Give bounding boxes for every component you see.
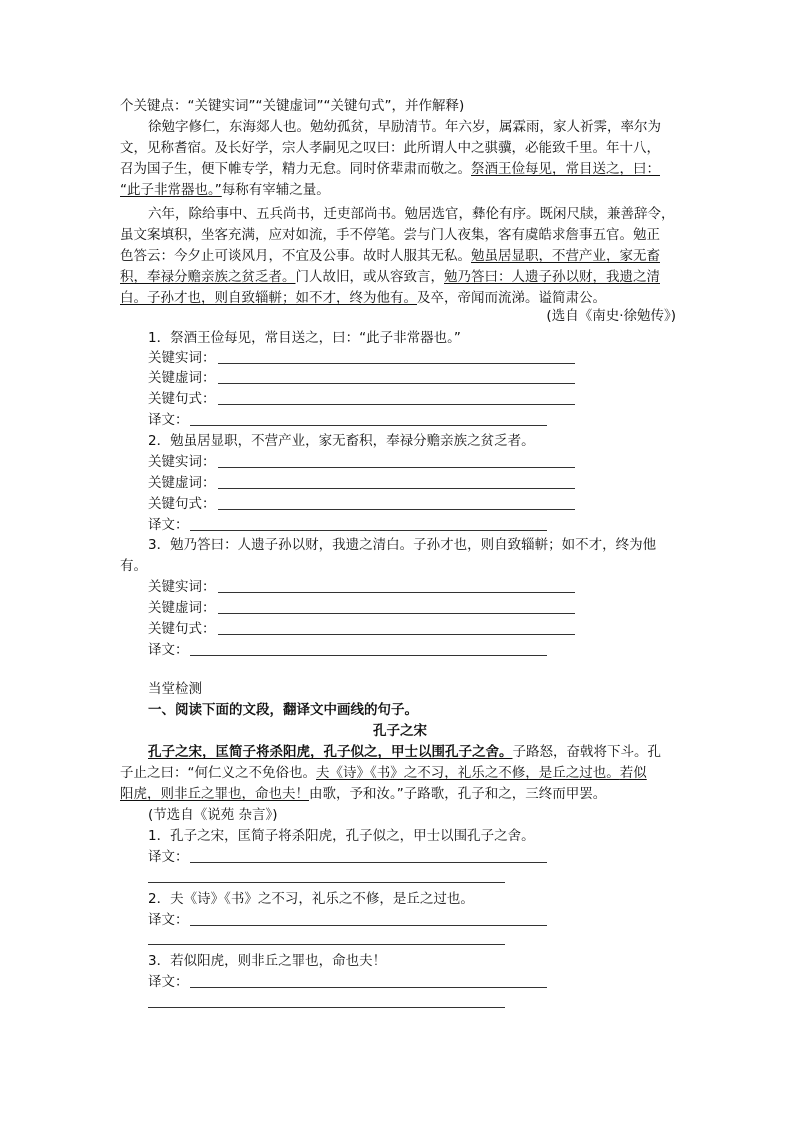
underlined-sentence: 孔子之宋，匡简子将杀阳虎，孔子似之，甲士以围孔子之舍。 — [148, 744, 513, 760]
source-note: (节选自《说苑 杂言》) — [148, 807, 278, 823]
field-label: 关键实词： — [148, 350, 216, 366]
answer-line — [190, 987, 547, 988]
question-1: 1．祭酒王俭每见，常目送之，曰：“此子非常器也。” — [148, 330, 461, 346]
field-label: 关键实词： — [148, 454, 216, 470]
passage-text: 每称有宰辅之量。 — [221, 182, 330, 198]
answer-line — [190, 925, 547, 926]
answer-line — [190, 425, 547, 426]
passage-line — [120, 784, 680, 805]
passage-line: 徐勉字修仁，东海郯人也。勉幼孤贫，早励清节。年六岁，属霖雨，家人祈霁，率尔为 — [148, 119, 661, 135]
underlined-sentence: “此子非常器也。” — [120, 182, 222, 198]
underlined-sentence: 阳虎，则非丘之罪也，命也夫！ — [120, 786, 309, 802]
passage-line — [120, 267, 680, 288]
underlined-sentence: 勉乃答曰：人遗子孙以财，我遗之清 — [444, 269, 660, 285]
question-3-cont: 有。 — [120, 558, 147, 574]
answer-line — [218, 592, 575, 593]
field-label: 关键句式： — [148, 496, 216, 512]
passage-line: 文，见称耆宿。及长好学，宗人孝嗣见之叹曰：此所谓人中之骐骥，必能致千里。年十八， — [120, 140, 660, 156]
field-label: 关键句式： — [148, 391, 216, 407]
field-label: 译文： — [148, 912, 189, 928]
underlined-sentence: 勉虽居显职，不营产业，家无畜 — [471, 248, 660, 264]
passage-text: 由歌，予和汝。”子路歌，孔子和之，三终而甲罢。 — [309, 786, 607, 802]
passage-line — [120, 763, 680, 784]
translate-question-2: 2．夫《诗》《书》之不习，礼乐之不修，是丘之过也。 — [148, 891, 474, 907]
answer-line — [218, 404, 575, 405]
field-label: 关键虚词： — [148, 370, 216, 386]
section-heading: 当堂检测 — [148, 681, 202, 697]
passage-line: 虽文案填积，坐客充满，应对如流，手不停笔。尝与门人夜集，客有虞皓求詹事五官。勉正 — [120, 227, 660, 243]
passage-text: 子止之曰：“何仁义之不免俗也。 — [120, 765, 316, 781]
underlined-sentence: 若似 — [619, 765, 647, 781]
passage-title: 孔子之宋 — [373, 723, 427, 739]
field-label: 译文： — [148, 642, 189, 658]
field-label: 译文： — [148, 517, 189, 533]
passage-line: 六年，除给事中、五兵尚书，迁吏部尚书。勉居选官，彝伦有序。既闲尺牍，兼善辞令， — [148, 206, 675, 222]
translate-question-3: 3．若似阳虎，则非丘之罪也，命也夫！ — [148, 953, 387, 969]
passage-line — [148, 742, 680, 763]
translate-question-1: 1．孔子之宋，匡简子将杀阳虎，孔子似之，甲士以围孔子之舍。 — [148, 828, 535, 844]
answer-line — [218, 613, 575, 614]
answer-line — [218, 383, 575, 384]
passage-line — [120, 246, 680, 267]
answer-line — [218, 488, 575, 489]
answer-line[interactable] — [148, 1007, 505, 1008]
field-label: 关键句式： — [148, 621, 216, 637]
passage-line — [120, 180, 680, 201]
answer-line — [190, 655, 547, 656]
question-2: 2．勉虽居显职，不营产业，家无畜积，奉禄分赡亲族之贫乏者。 — [148, 433, 535, 449]
passage-text: 色答云：今夕止可谈风月，不宜及公事。故时人服其无私。 — [120, 248, 471, 264]
field-label: 译文： — [148, 412, 189, 428]
answer-line — [218, 363, 575, 364]
answer-line — [218, 634, 575, 635]
passage-text: 召为国子生，便下帷专学，精力无怠。同时侪辈肃而敬之。 — [120, 161, 471, 177]
question-3: 3．勉乃答曰：人遗子孙以财，我遗之清白。子孙才也，则自致辎軿；如不才，终为他 — [148, 537, 657, 553]
passage-line — [120, 159, 680, 180]
answer-line — [218, 467, 575, 468]
underlined-sentence: 祭酒王俭每见，常目送之，曰： — [471, 161, 660, 177]
field-label: 译文： — [148, 849, 189, 865]
field-label: 关键实词： — [148, 579, 216, 595]
source-note: (选自《南史·徐勉传》) — [546, 308, 676, 324]
intro-line: 个关键点：“关键实词”“关键虚词”“关键句式”，并作解释) — [120, 98, 465, 114]
answer-line[interactable] — [148, 944, 505, 945]
answer-line — [190, 862, 547, 863]
field-label: 关键虚词： — [148, 475, 216, 491]
instruction: 一、阅读下面的文段，翻译文中画线的句子。 — [148, 702, 418, 718]
passage-text: 门人故旧，或从容致言， — [295, 269, 444, 285]
field-label: 关键虚词： — [148, 600, 216, 616]
passage-text: 子路怒，奋戟将下斗。孔 — [512, 744, 661, 760]
underlined-sentence: 夫《诗》《书》之不习，礼乐之不修，是丘之过也。 — [316, 765, 620, 781]
answer-line — [218, 509, 575, 510]
field-label: 译文： — [148, 974, 189, 990]
underlined-sentence: 白。子孙才也，则自致辎軿；如不才，终为他有。 — [120, 290, 417, 306]
passage-text: 及卒，帝闻而流涕。谥简肃公。 — [417, 290, 606, 306]
underlined-sentence: 积，奉禄分赡亲族之贫乏者。 — [120, 269, 296, 285]
answer-line[interactable] — [148, 882, 505, 883]
answer-line — [190, 530, 547, 531]
